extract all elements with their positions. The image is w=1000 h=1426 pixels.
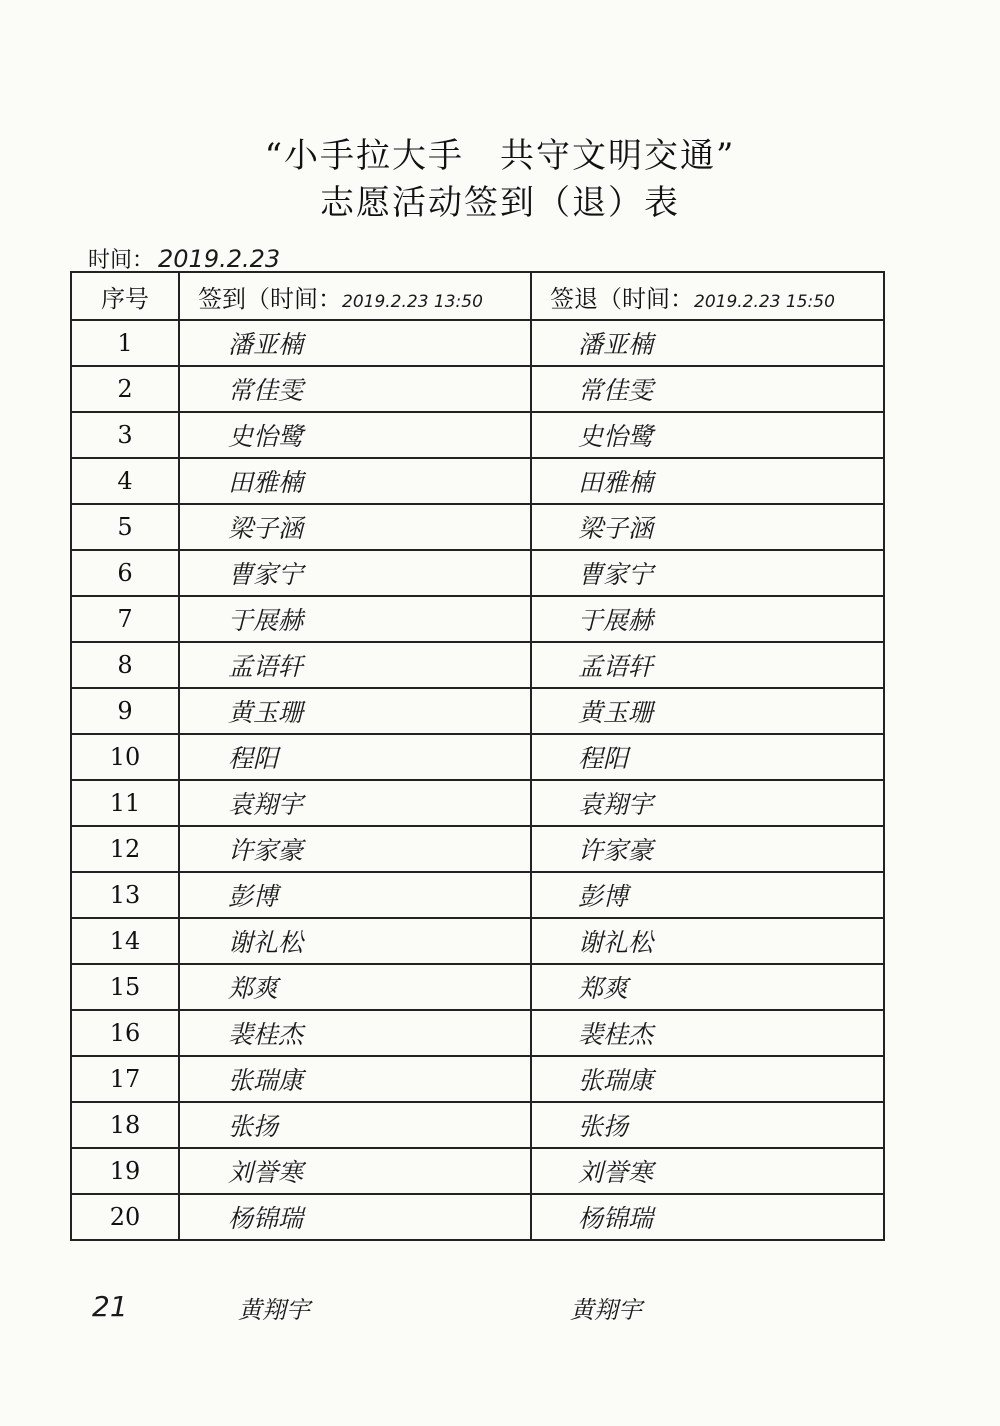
row-no: 8 (71, 642, 179, 688)
table-row (71, 412, 884, 458)
table-row (71, 734, 884, 780)
table-row (71, 1102, 884, 1148)
row-no: 3 (71, 412, 179, 458)
sign-out-signature: 谢礼松 (531, 918, 884, 964)
header-sign-out-time: 2019.2.23 15:50 (694, 291, 835, 312)
row-no: 10 (71, 734, 179, 780)
table-row (71, 1010, 884, 1056)
row-no: 15 (71, 964, 179, 1010)
row-no: 19 (71, 1148, 179, 1194)
sign-out-signature: 许家豪 (531, 826, 884, 872)
table-row (71, 366, 884, 412)
date-value: 2019.2.23 (158, 245, 281, 273)
sign-in-signature: 刘誉寒 (179, 1148, 531, 1194)
sign-out-signature: 刘誉寒 (531, 1148, 884, 1194)
header-sign-out (531, 272, 884, 320)
sign-out-signature: 潘亚楠 (531, 320, 884, 366)
header-no: 序号 (71, 272, 179, 320)
sign-out-signature: 于展赫 (531, 596, 884, 642)
sign-out-signature: 常佳雯 (531, 366, 884, 412)
sign-in-signature: 孟语轩 (179, 642, 531, 688)
row-no: 9 (71, 688, 179, 734)
table-row (71, 1148, 884, 1194)
header-sign-out-label: 签退（时间： (550, 284, 694, 313)
row-no: 4 (71, 458, 179, 504)
sign-in-signature: 史怡鹭 (179, 412, 531, 458)
sign-in-signature: 张瑞康 (179, 1056, 531, 1102)
table-body (71, 320, 884, 1240)
table-row (71, 320, 884, 366)
extra-row-no: 21 (92, 1290, 128, 1323)
extra-row-sign-in: 黄翔宇 (238, 1296, 310, 1324)
sign-out-signature: 程阳 (531, 734, 884, 780)
sign-in-signature: 曹家宁 (179, 550, 531, 596)
sign-out-signature: 张扬 (531, 1102, 884, 1148)
table-row (71, 872, 884, 918)
header-sign-in-label: 签到（时间： (198, 284, 342, 313)
sign-out-signature: 黄玉珊 (531, 688, 884, 734)
table-row (71, 1194, 884, 1240)
date-row (88, 243, 280, 274)
row-no: 12 (71, 826, 179, 872)
sign-in-signature: 杨锦瑞 (179, 1194, 531, 1240)
sign-in-signature: 谢礼松 (179, 918, 531, 964)
date-label: 时间： (88, 248, 155, 273)
table-row (71, 918, 884, 964)
sign-in-signature: 程阳 (179, 734, 531, 780)
sign-in-signature: 黄玉珊 (179, 688, 531, 734)
sign-in-signature: 张扬 (179, 1102, 531, 1148)
table-row (71, 550, 884, 596)
sign-out-signature: 田雅楠 (531, 458, 884, 504)
sign-out-signature: 史怡鹭 (531, 412, 884, 458)
row-no: 16 (71, 1010, 179, 1056)
table-row (71, 504, 884, 550)
table-row (71, 596, 884, 642)
row-no: 5 (71, 504, 179, 550)
sign-in-table (70, 271, 885, 1241)
sign-in-signature: 于展赫 (179, 596, 531, 642)
header-sign-in (179, 272, 531, 320)
sign-out-signature: 彭博 (531, 872, 884, 918)
sign-out-signature: 袁翔宇 (531, 780, 884, 826)
row-no: 6 (71, 550, 179, 596)
header-sign-in-time: 2019.2.23 13:50 (342, 291, 483, 312)
row-no: 11 (71, 780, 179, 826)
table-row (71, 964, 884, 1010)
sign-out-signature: 曹家宁 (531, 550, 884, 596)
row-no: 1 (71, 320, 179, 366)
sign-out-signature: 梁子涵 (531, 504, 884, 550)
form-title-line2: 志愿活动签到（退）表 (320, 183, 680, 223)
sign-out-signature: 郑爽 (531, 964, 884, 1010)
row-no: 20 (71, 1194, 179, 1240)
table-row (71, 458, 884, 504)
sign-in-signature: 彭博 (179, 872, 531, 918)
table-row (71, 1056, 884, 1102)
sign-out-signature: 孟语轩 (531, 642, 884, 688)
table-row (71, 688, 884, 734)
row-no: 14 (71, 918, 179, 964)
form-title-line1: “小手拉大手 共守文明交通” (264, 136, 736, 176)
sign-in-signature: 郑爽 (179, 964, 531, 1010)
row-no: 7 (71, 596, 179, 642)
table-header-row (71, 272, 884, 320)
row-no: 13 (71, 872, 179, 918)
sign-in-signature: 常佳雯 (179, 366, 531, 412)
sign-in-signature: 潘亚楠 (179, 320, 531, 366)
extra-row-sign-out: 黄翔宇 (570, 1296, 642, 1324)
sign-in-signature: 田雅楠 (179, 458, 531, 504)
row-no: 2 (71, 366, 179, 412)
sign-out-signature: 裴桂杰 (531, 1010, 884, 1056)
table-row (71, 642, 884, 688)
sign-in-signature: 裴桂杰 (179, 1010, 531, 1056)
sign-in-signature: 袁翔宇 (179, 780, 531, 826)
row-no: 18 (71, 1102, 179, 1148)
sign-in-signature: 许家豪 (179, 826, 531, 872)
table-row (71, 780, 884, 826)
table-row (71, 826, 884, 872)
sign-out-signature: 张瑞康 (531, 1056, 884, 1102)
sign-in-signature: 梁子涵 (179, 504, 531, 550)
sign-out-signature: 杨锦瑞 (531, 1194, 884, 1240)
row-no: 17 (71, 1056, 179, 1102)
